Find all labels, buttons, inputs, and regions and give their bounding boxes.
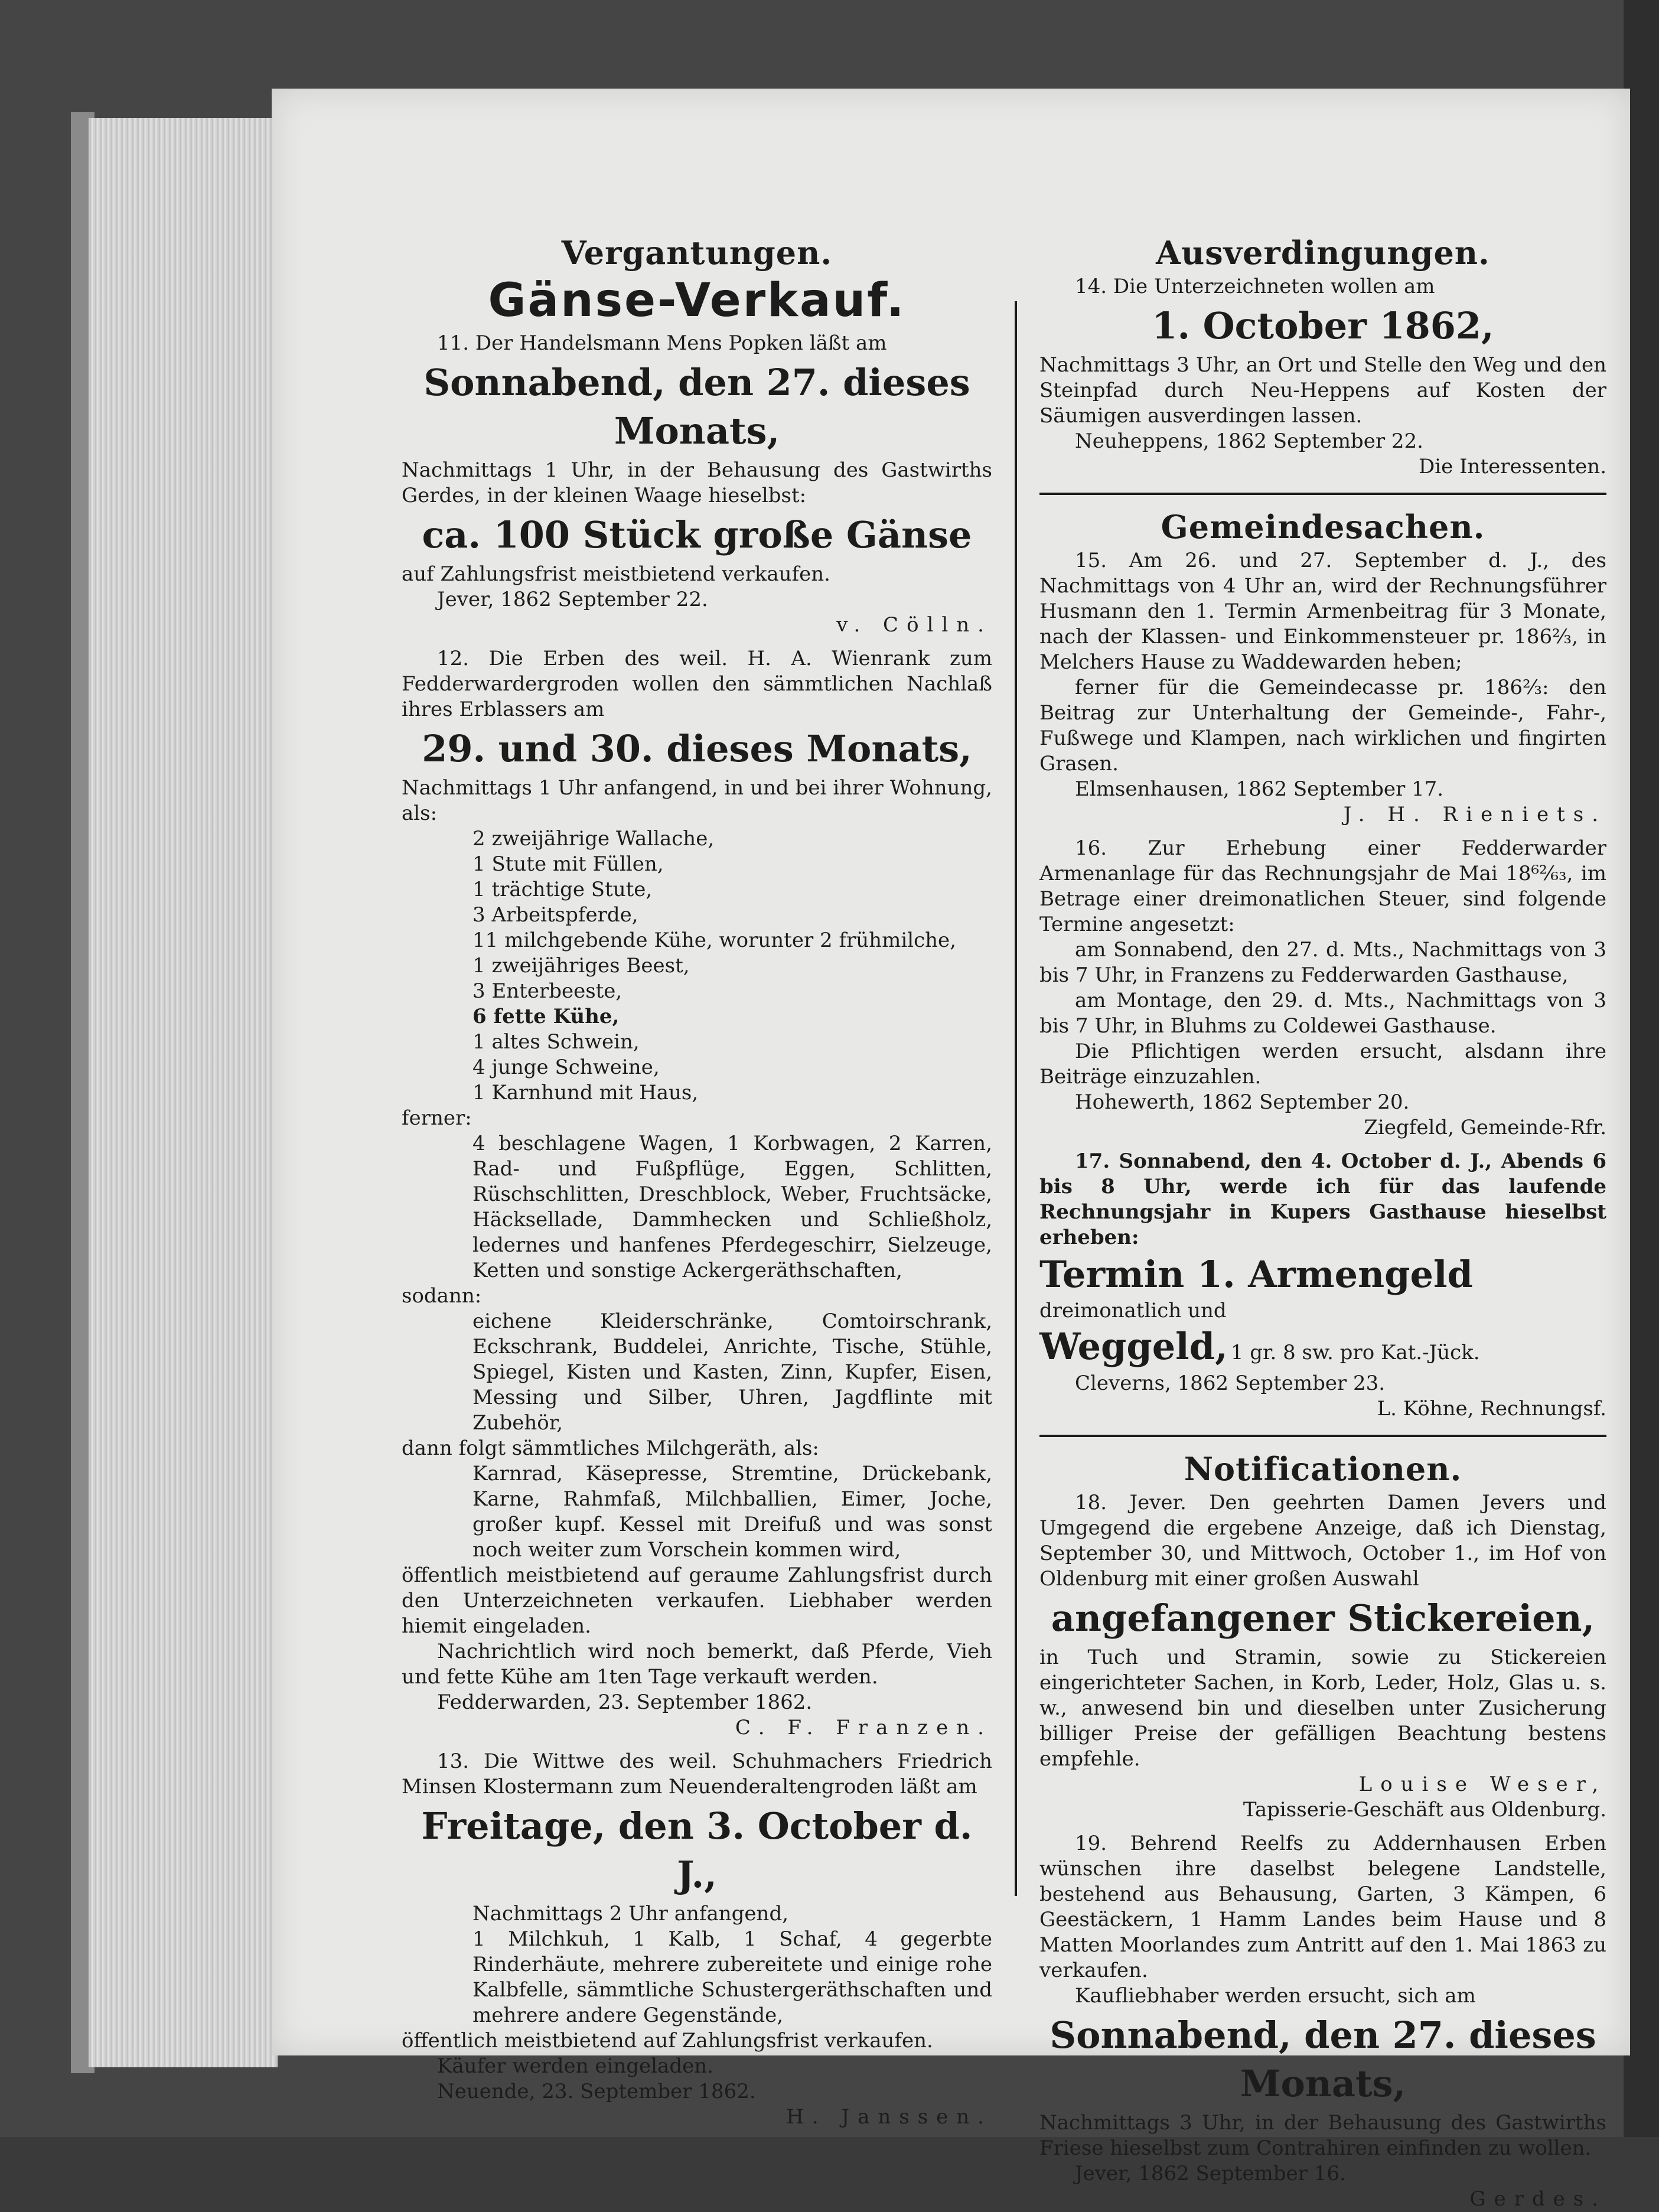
notice-13-tail: öffentlich meistbietend auf Zahlungsfrist verkaufen. <box>402 2029 933 2053</box>
list-item: 2 zweijährige Wallache, <box>472 827 715 851</box>
notice-15-ferner: ferner für die Gemeindecasse pr. 186⅔: den Beitrag zur Unterhaltung der Gemeinde-, Fahr-, Fußwege und Klampen, nach wirklichen und fingirten Grasen. <box>1039 676 1606 776</box>
section-heading-ausverdingungen: Ausverdingungen. <box>1156 234 1490 272</box>
list-item: 1 Karnhund mit Haus, <box>472 1081 699 1105</box>
notice-12-date: 29. und 30. dieses Monats, <box>422 727 972 770</box>
notice-17-big-2: Weggeld, <box>1039 1325 1228 1368</box>
notice-18-big: angefangener Stickereien, <box>1051 1597 1595 1640</box>
notice-13-signature: H. Janssen. <box>786 2105 992 2129</box>
notice-17-big-1: Termin 1. Armengeld <box>1039 1253 1473 1296</box>
notice-16-tail: Die Pflichtigen werden ersucht, alsdann ihre Beiträge einzuzahlen. <box>1039 1040 1606 1089</box>
column-divider <box>1015 301 1017 1896</box>
notice-12-sodann-text: eichene Kleiderschränke, Comtoirschrank, Eckschrank, Buddelei, Anrichte, Tische, Stühle, Spiegel, Kisten und Kasten, Zinn, Kupfer, Eisen, Messing und Silber, Uhren, Jagdflinte mit Zubehör, <box>472 1309 992 1435</box>
notice-17-signature: L. Köhne, Rechnungsf. <box>1377 1397 1606 1421</box>
notice-19-place: Jever, 1862 September 16. <box>1075 2162 1346 2185</box>
notice-15-signature: J. H. Rieniets. <box>1343 803 1606 826</box>
notice-19-tail: Nachmittags 3 Uhr, in der Behausung des Gastwirths Friese hieselbst zum Contrahiren einfinden zu wollen. <box>1039 2111 1606 2160</box>
notice-17-big-line-2 <box>1039 1322 1606 1371</box>
notice-12-note: Nachrichtlich wird noch bemerkt, daß Pferde, Vieh und fette Kühe am 1ten Tage verkauft werden. <box>402 1640 992 1689</box>
notice-12-sodann-label: sodann: <box>402 1284 482 1308</box>
notice-17-body: 17. Sonnabend, den 4. October d. J., Abends 6 bis 8 Uhr, werde ich für das laufende Rechnungsjahr in Kupers Gasthause hieselbst erheben: <box>1039 1149 1606 1249</box>
list-item: 11 milchgebende Kühe, worunter 2 frühmilche, <box>472 929 956 952</box>
list-item: 3 Enterbeeste, <box>472 979 622 1003</box>
list-item: 4 junge Schweine, <box>472 1055 660 1079</box>
notice-12-signature: C. F. Franzen. <box>735 1716 992 1739</box>
list-item: 1 Stute mit Füllen, <box>472 852 664 876</box>
book-page-edges <box>89 118 278 2067</box>
notice-12-tail: öffentlich meistbietend auf geraume Zahlungsfrist durch den Unterzeichneten verkaufen. Liebhaber werden hiemit eingeladen. <box>402 1563 992 1638</box>
notice-14-body: Nachmittags 3 Uhr, an Ort und Stelle den Weg und den Steinpfad durch Neu-Heppens auf Kosten der Säumigen ausverdingen lassen. <box>1039 353 1606 428</box>
notice-17-big-2-tail: 1 gr. 8 sw. pro Kat.-Jück. <box>1230 1341 1480 1364</box>
notice-15-place: Elmsenhausen, 1862 September 17. <box>1075 777 1444 801</box>
notice-18-body: 18. Jever. Den geehrten Damen Jevers und Umgegend die ergebene Anzeige, daß ich Dienstag, September 30, und Mittwoch, October 1., im Hof von Oldenburg mit einer großen Auswahl <box>1039 1491 1606 1591</box>
notice-13-time: Nachmittags 2 Uhr anfangend, <box>472 1902 789 1926</box>
notice-17-big-1-tail: dreimonatlich und <box>1039 1299 1227 1322</box>
notice-12-intro: 12. Die Erben des weil. H. A. Wienrank zum Fedderwardergroden wollen den sämmtlichen Nachlaß ihres Erblassers am <box>402 647 992 721</box>
notice-11-tail: auf Zahlungsfrist meistbietend verkaufen. <box>402 562 830 586</box>
notice-12-dann-label: dann folgt sämmtliches Milchgeräth, als: <box>402 1436 819 1460</box>
banner-gaense-verkauf: Gänse-Verkauf. <box>488 274 906 327</box>
section-heading-vergantungen: Vergantungen. <box>561 234 833 272</box>
notice-13-date: Freitage, den 3. October d. J., <box>421 1804 973 1896</box>
section-rule <box>1039 1435 1606 1437</box>
notice-17-place: Cleverns, 1862 September 23. <box>1075 1371 1386 1395</box>
notice-19-body: 19. Behrend Reelfs zu Addernhausen Erben wünschen ihre daselbst belegene Landstelle, bestehend aus Behausung, Garten, 3 Kämpen, 6 Geestäckern, 1 Hamm Landes beim Hause und 8 Matten Moorlandes zum Antritt auf den 1. Mai 1863 zu verkaufen. <box>1039 1832 1606 1982</box>
notice-13-items: 1 Milchkuh, 1 Kalb, 1 Schaf, 4 gegerbte Rinderhäute, mehrere zubereitete und einige rohe Kalbfelle, sämmtliche Schustergeräthschaften und mehrere andere Gegenstände, <box>472 1927 992 2027</box>
notice-18-signature: Louise Weser, <box>1358 1773 1606 1796</box>
section-heading-gemeindesachen: Gemeindesachen. <box>1161 508 1485 546</box>
notice-16-place: Hohewerth, 1862 September 20. <box>1075 1090 1410 1114</box>
notice-11-place: Jever, 1862 September 22. <box>437 588 708 611</box>
notice-11-signature: v. Cölln. <box>836 613 992 637</box>
notice-11-big: ca. 100 Stück große Gänse <box>422 513 972 556</box>
notice-11-date: Sonnabend, den 27. dieses Monats, <box>423 361 970 452</box>
newspaper-page <box>272 89 1630 2211</box>
list-item: 3 Arbeitspferde, <box>472 903 638 927</box>
list-item: 1 altes Schwein, <box>472 1030 640 1054</box>
notice-11-body: Nachmittags 1 Uhr, in der Behausung des Gastwirths Gerdes, in der kleinen Waage hieselbst: <box>402 458 992 507</box>
notice-13-intro: 13. Die Wittwe des weil. Schuhmachers Friedrich Minsen Klostermann zum Neuenderaltengroden läßt am <box>402 1750 992 1799</box>
notice-14-date: 1. October 1862, <box>1152 304 1494 347</box>
notice-14-signature: Die Interessenten. <box>1419 455 1606 478</box>
notice-16-term-1: am Sonnabend, den 27. d. Mts., Nachmittags von 3 bis 7 Uhr, in Franzens zu Fedderwarden Gasthause, <box>1039 938 1606 987</box>
section-heading-notificationen: Notificationen. <box>1184 1450 1462 1488</box>
notice-19-signature: Gerdes. <box>1469 2187 1606 2211</box>
notice-12-ferner-text: 4 beschlagene Wagen, 1 Korbwagen, 2 Karren, Rad- und Fußpflüge, Eggen, Schlitten, Rüschschlitten, Dreschblock, Weber, Fruchtsäcke, Häcksellade, Dammhecken und Schließholz, ledernes und hanfenes Pferdegeschirr, Sielzeuge, Ketten und sonstige Ackergeräthschaften, <box>472 1132 992 1282</box>
notice-16-term-2: am Montage, den 29. d. Mts., Nachmittags von 3 bis 7 Uhr, in Bluhms zu Coldewei Gasthause. <box>1039 989 1606 1038</box>
notice-17-big-line-1 <box>1039 1250 1606 1322</box>
notice-19-date: Sonnabend, den 27. dieses Monats, <box>1049 2014 1596 2105</box>
notice-13-invite: Käufer werden eingeladen. <box>437 2054 713 2078</box>
notice-13-place: Neuende, 23. September 1862. <box>437 2080 756 2103</box>
notice-12-dann-text: Karnrad, Käsepresse, Stremtine, Drückebank, Karne, Rahmfaß, Milchballien, Eimer, Joche, großer kupf. Kessel mit Dreifuß und was sonst noch weiter zum Vorschein kommen wird, <box>472 1462 992 1562</box>
notice-16-signature: Ziegfeld, Gemeinde-Rfr. <box>1364 1116 1606 1139</box>
notice-16-body: 16. Zur Erhebung einer Fedderwarder Armenanlage für das Rechnungsjahr de Mai 18⁶²⁄₆₃, im Betrage einer dreimonatlichen Steuer, sind folgende Termine angesetzt: <box>1039 836 1606 936</box>
list-item: 6 fette Kühe, <box>472 1005 620 1028</box>
notice-18-firm: Tapisserie-Geschäft aus Oldenburg. <box>1243 1798 1606 1822</box>
list-item: 1 trächtige Stute, <box>472 878 653 901</box>
list-item: 1 zweijähriges Beest, <box>472 954 690 978</box>
left-column <box>402 230 992 2130</box>
notice-18-tail: in Tuch und Stramin, sowie zu Stickereien eingerichteter Sachen, in Korb, Leder, Holz, Glas u. s. w., anwesend bin und dieselben unter Zusicherung billiger Preise der gefälligen Beachtung bestens empfehle. <box>1039 1646 1606 1771</box>
notice-12-ferner-label: ferner: <box>402 1106 472 1130</box>
section-rule <box>1039 493 1606 495</box>
notice-12-item-list <box>402 826 992 1106</box>
notice-12-place: Fedderwarden, 23. September 1862. <box>437 1690 813 1714</box>
notice-14-intro: 14. Die Unterzeichneten wollen am <box>1075 275 1435 298</box>
notice-15-body: 15. Am 26. und 27. September d. J., des Nachmittags von 4 Uhr an, wird der Rechnungsführer Husmann den 1. Termin Armenbeitrag für 3 Monate, nach der Klassen- und Einkommensteuer pr. 186⅔, in Melchers Hause zu Waddewarden heben; <box>1039 549 1606 674</box>
notice-12-body: Nachmittags 1 Uhr anfangend, in und bei ihrer Wohnung, als: <box>402 776 992 825</box>
notice-19-invite: Kaufliebhaber werden ersucht, sich am <box>1075 1984 1476 2008</box>
right-column <box>1039 230 1606 2212</box>
notice-14-place: Neuheppens, 1862 September 22. <box>1075 429 1423 453</box>
notice-11-intro: 11. Der Handelsmann Mens Popken läßt am <box>437 331 887 355</box>
